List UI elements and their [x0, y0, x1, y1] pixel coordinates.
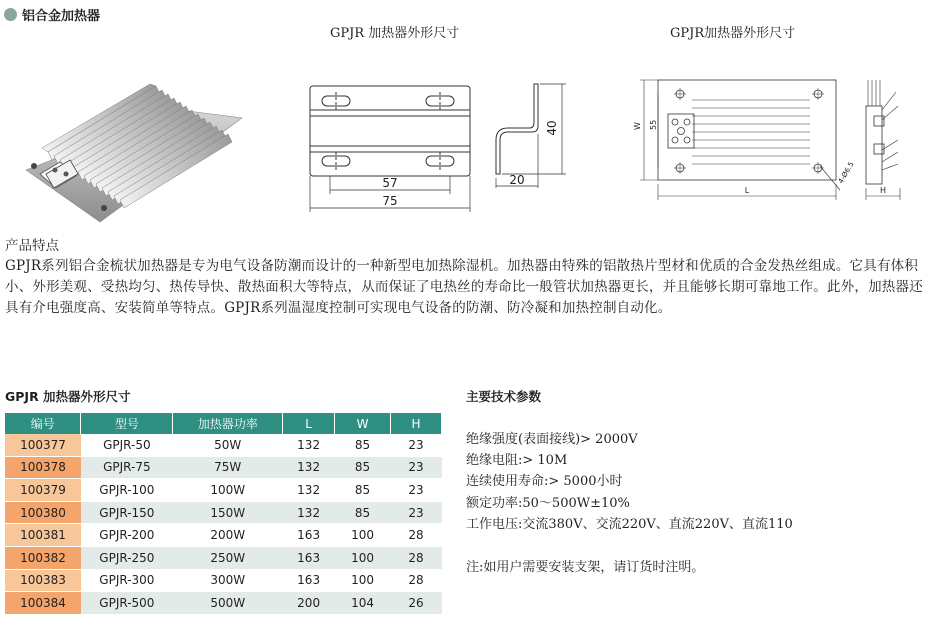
dim-20: 20	[509, 173, 525, 187]
cell-w: 100	[335, 546, 391, 569]
label-h: H	[879, 186, 887, 195]
dim-40: 40	[545, 120, 559, 136]
cell-model: GPJR-75	[81, 456, 173, 479]
col-header-h: H	[391, 413, 442, 434]
features-title: 产品特点	[5, 238, 59, 254]
table-row	[5, 592, 442, 615]
label-l: L	[744, 186, 750, 195]
cell-model: GPJR-50	[81, 434, 173, 456]
label-w: W	[633, 122, 642, 130]
label-hole: 4-Ø6.5	[836, 160, 856, 185]
cell-model: GPJR-150	[81, 501, 173, 524]
features-text: GPJR系列铝合金梳状加热器是专为电气设备防潮而设计的一种新型电加热除湿机。加热器由特殊的铝散热片型材和优质的合金发热丝组成。它具有体积小、外形美观、受热均匀、热传导快、散热面积大等特点，从而保证了电热丝的寿命比一般管状加热器更长，并且能够长期可靠地工作。此外，加热器还具有介电强度高、安装简单等特点。GPJR系列温湿度控制可实现电气设备的防潮、防冷凝和加热控制自动化。	[5, 258, 923, 316]
cell-power: 100W	[173, 479, 283, 502]
col-header-code: 编号	[5, 413, 81, 434]
table-row	[5, 456, 442, 479]
cell-w: 85	[335, 501, 391, 524]
cell-l: 132	[283, 479, 335, 502]
col-header-w: W	[335, 413, 391, 434]
cell-w: 85	[335, 434, 391, 456]
cell-power: 250W	[173, 546, 283, 569]
spec-table	[5, 413, 442, 615]
cell-code: 100377	[5, 434, 81, 456]
params-note: 注:如用户需要安装支架，请订货时注明。	[466, 560, 705, 575]
bracket-dimensions	[300, 70, 590, 220]
cell-l: 200	[283, 592, 335, 615]
cell-l: 132	[283, 456, 335, 479]
cell-code: 100379	[5, 479, 81, 502]
cell-code: 100381	[5, 524, 81, 547]
cell-model: GPJR-250	[81, 546, 173, 569]
cell-l: 163	[283, 524, 335, 547]
table-row	[5, 434, 442, 456]
cell-model: GPJR-500	[81, 592, 173, 615]
table-header-row	[5, 413, 442, 434]
param-line: 工作电压:交流380V、交流220V、直流220V、直流110	[466, 516, 793, 532]
table-row	[5, 569, 442, 592]
table-row	[5, 501, 442, 524]
cell-l: 163	[283, 569, 335, 592]
param-line: 额定功率:50～500W±10%	[466, 495, 630, 511]
params-list	[466, 429, 793, 535]
cell-h: 23	[391, 479, 442, 502]
cell-h: 28	[391, 546, 442, 569]
cell-w: 100	[335, 524, 391, 547]
cell-code: 100383	[5, 569, 81, 592]
cell-h: 26	[391, 592, 442, 615]
cell-h: 23	[391, 456, 442, 479]
cell-l: 132	[283, 501, 335, 524]
section-title: 铝合金加热器	[22, 9, 101, 24]
cell-power: 50W	[173, 434, 283, 456]
cell-code: 100384	[5, 592, 81, 615]
section-bullet-icon	[4, 8, 17, 21]
heater-dimension-labels	[630, 70, 910, 210]
cell-power: 500W	[173, 592, 283, 615]
label-55: 55	[649, 119, 658, 130]
cell-power: 75W	[173, 456, 283, 479]
col-header-l: L	[283, 413, 335, 434]
cell-h: 28	[391, 524, 442, 547]
table-row	[5, 546, 442, 569]
cell-l: 163	[283, 546, 335, 569]
cell-l: 132	[283, 434, 335, 456]
heater-photo	[20, 70, 250, 230]
cell-w: 85	[335, 479, 391, 502]
dim-57: 57	[382, 176, 398, 190]
cell-model: GPJR-200	[81, 524, 173, 547]
cell-code: 100378	[5, 456, 81, 479]
table-row	[5, 479, 442, 502]
drawing-title-heater: GPJR加热器外形尺寸	[670, 26, 796, 41]
param-line: 绝缘电阻:> 10M	[466, 453, 568, 469]
cell-h: 23	[391, 434, 442, 456]
table-row	[5, 524, 442, 547]
cell-code: 100382	[5, 546, 81, 569]
cell-w: 104	[335, 592, 391, 615]
cell-model: GPJR-100	[81, 479, 173, 502]
cell-code: 100380	[5, 501, 81, 524]
cell-power: 200W	[173, 524, 283, 547]
param-line: 连续使用寿命:> 5000小时	[466, 474, 623, 490]
cell-power: 300W	[173, 569, 283, 592]
cell-model: GPJR-300	[81, 569, 173, 592]
cell-w: 100	[335, 569, 391, 592]
drawing-title-bracket: GPJR 加热器外形尺寸	[330, 26, 460, 41]
col-header-model: 型号	[81, 413, 173, 434]
cell-h: 28	[391, 569, 442, 592]
cell-w: 85	[335, 456, 391, 479]
dim-75: 75	[382, 194, 398, 208]
table-title: GPJR 加热器外形尺寸	[5, 389, 131, 404]
param-line: 绝缘强度(表面接线)> 2000V	[466, 432, 638, 447]
cell-h: 23	[391, 501, 442, 524]
cell-power: 150W	[173, 501, 283, 524]
params-title: 主要技术参数	[466, 389, 542, 404]
col-header-power: 加热器功率	[173, 413, 283, 434]
